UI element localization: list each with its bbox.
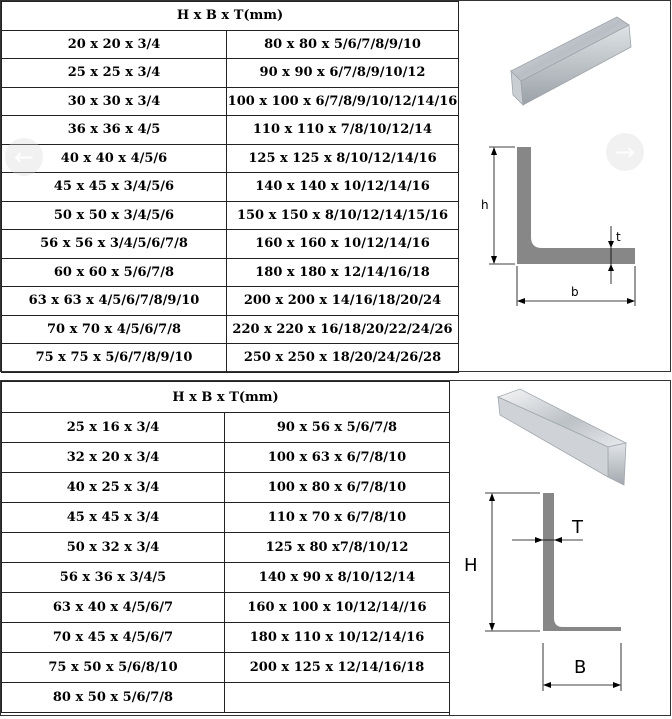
table-row bbox=[2, 287, 459, 316]
unequal-angle-images bbox=[450, 381, 671, 715]
size-cell-left: 25 x 25 x 3/4 bbox=[2, 59, 227, 88]
size-cell-left: 45 x 45 x 3/4 bbox=[2, 503, 225, 533]
equal-angle-cross-section bbox=[481, 147, 635, 306]
size-cell-left: 45 x 45 x 3/4/5/6 bbox=[2, 173, 227, 202]
size-cell-left: 75 x 75 x 5/6/7/8/9/10 bbox=[2, 344, 227, 373]
table-row bbox=[2, 201, 459, 230]
previous-arrow-button[interactable] bbox=[5, 138, 43, 176]
angle-bar-photo bbox=[498, 389, 626, 485]
table-row bbox=[2, 116, 459, 145]
table-row bbox=[2, 230, 459, 259]
unequal-angle-spec-table bbox=[1, 381, 450, 713]
size-cell-right: 250 x 250 x 18/20/24/26/28 bbox=[227, 344, 459, 373]
table-row bbox=[2, 503, 450, 533]
equal-angle-spec-table bbox=[1, 1, 459, 373]
size-cell-right: 80 x 80 x 5/6/7/8/9/10 bbox=[227, 30, 459, 59]
angle-bar-photo bbox=[511, 17, 631, 105]
table-header-row bbox=[2, 2, 459, 31]
table-row bbox=[2, 443, 450, 473]
size-cell-left: 56 x 36 x 3/4/5 bbox=[2, 563, 225, 593]
table-row bbox=[2, 30, 459, 59]
table-row bbox=[2, 563, 450, 593]
size-cell-left: 25 x 16 x 3/4 bbox=[2, 413, 225, 443]
size-cell-right: 180 x 180 x 12/14/16/18 bbox=[227, 258, 459, 287]
table-row bbox=[2, 623, 450, 653]
unequal-angle-illustration bbox=[449, 381, 670, 715]
table-row bbox=[2, 593, 450, 623]
table-row bbox=[2, 653, 450, 683]
size-cell-right: 150 x 150 x 8/10/12/14/15/16 bbox=[227, 201, 459, 230]
size-cell-right: 100 x 80 x 6/7/8/10 bbox=[225, 473, 450, 503]
dimension-label-h: h bbox=[481, 198, 489, 212]
size-cell-left: 50 x 32 x 3/4 bbox=[2, 533, 225, 563]
table-header-row bbox=[2, 382, 450, 413]
table-row bbox=[2, 473, 450, 503]
size-cell-right: 125 x 125 x 8/10/12/14/16 bbox=[227, 144, 459, 173]
size-cell-right: 200 x 125 x 12/14/16/18 bbox=[225, 653, 450, 683]
table-row bbox=[2, 683, 450, 713]
unequal-angle-panel bbox=[0, 380, 671, 716]
size-cell-right: 90 x 90 x 6/7/8/9/10/12 bbox=[227, 59, 459, 88]
size-cell-left: 30 x 30 x 3/4 bbox=[2, 87, 227, 116]
size-cell-right: 110 x 110 x 7/8/10/12/14 bbox=[227, 116, 459, 145]
size-cell-right: 90 x 56 x 5/6/7/8 bbox=[225, 413, 450, 443]
size-cell-right: 160 x 100 x 10/12/14//16 bbox=[225, 593, 450, 623]
chevron-left-icon: ← bbox=[13, 143, 35, 171]
size-cell-right: 140 x 140 x 10/12/14/16 bbox=[227, 173, 459, 202]
size-cell-left: 20 x 20 x 3/4 bbox=[2, 30, 227, 59]
size-cell-right: 100 x 63 x 6/7/8/10 bbox=[225, 443, 450, 473]
table-row bbox=[2, 59, 459, 88]
size-cell-left: 70 x 45 x 4/5/6/7 bbox=[2, 623, 225, 653]
equal-angle-images bbox=[459, 1, 671, 371]
size-cell-right: 200 x 200 x 14/16/18/20/24 bbox=[227, 287, 459, 316]
dimension-label-H: H bbox=[464, 555, 478, 576]
size-cell-right: 110 x 70 x 6/7/8/10 bbox=[225, 503, 450, 533]
equal-angle-illustration bbox=[458, 1, 670, 371]
size-cell-right: 220 x 220 x 16/18/20/22/24/26 bbox=[227, 315, 459, 344]
dimension-label-b: b bbox=[571, 285, 579, 299]
size-cell-left: 40 x 25 x 3/4 bbox=[2, 473, 225, 503]
size-cell-left: 50 x 50 x 3/4/5/6 bbox=[2, 201, 227, 230]
table-row bbox=[2, 533, 450, 563]
table-header: H x B x T(mm) bbox=[2, 382, 450, 413]
table-row bbox=[2, 87, 459, 116]
size-cell-right: 125 x 80 x7/8/10/12 bbox=[225, 533, 450, 563]
size-cell-left: 36 x 36 x 4/5 bbox=[2, 116, 227, 145]
size-cell-right bbox=[225, 683, 450, 713]
size-cell-right: 100 x 100 x 6/7/8/9/10/12/14/16 bbox=[227, 87, 459, 116]
table-row bbox=[2, 413, 450, 443]
size-cell-right: 180 x 110 x 10/12/14/16 bbox=[225, 623, 450, 653]
table-header: H x B x T(mm) bbox=[2, 2, 459, 31]
size-cell-right: 160 x 160 x 10/12/14/16 bbox=[227, 230, 459, 259]
size-cell-right: 140 x 90 x 8/10/12/14 bbox=[225, 563, 450, 593]
size-cell-left: 60 x 60 x 5/6/7/8 bbox=[2, 258, 227, 287]
size-cell-left: 56 x 56 x 3/4/5/6/7/8 bbox=[2, 230, 227, 259]
next-arrow-button[interactable] bbox=[606, 133, 644, 171]
table-row bbox=[2, 144, 459, 173]
table-row bbox=[2, 258, 459, 287]
size-cell-left: 63 x 63 x 4/5/6/7/8/9/10 bbox=[2, 287, 227, 316]
size-cell-left: 63 x 40 x 4/5/6/7 bbox=[2, 593, 225, 623]
dimension-label-t: t bbox=[616, 230, 621, 244]
size-cell-left: 40 x 40 x 4/5/6 bbox=[2, 144, 227, 173]
unequal-angle-cross-section bbox=[464, 493, 621, 691]
table-row bbox=[2, 315, 459, 344]
size-cell-left: 80 x 50 x 5/6/7/8 bbox=[2, 683, 225, 713]
size-cell-left: 70 x 70 x 4/5/6/7/8 bbox=[2, 315, 227, 344]
table-row bbox=[2, 173, 459, 202]
table-row bbox=[2, 344, 459, 373]
size-cell-left: 75 x 50 x 5/6/8/10 bbox=[2, 653, 225, 683]
dimension-label-T: T bbox=[572, 517, 583, 538]
dimension-label-B: B bbox=[574, 657, 587, 678]
size-cell-left: 32 x 20 x 3/4 bbox=[2, 443, 225, 473]
chevron-right-icon: → bbox=[614, 138, 636, 166]
